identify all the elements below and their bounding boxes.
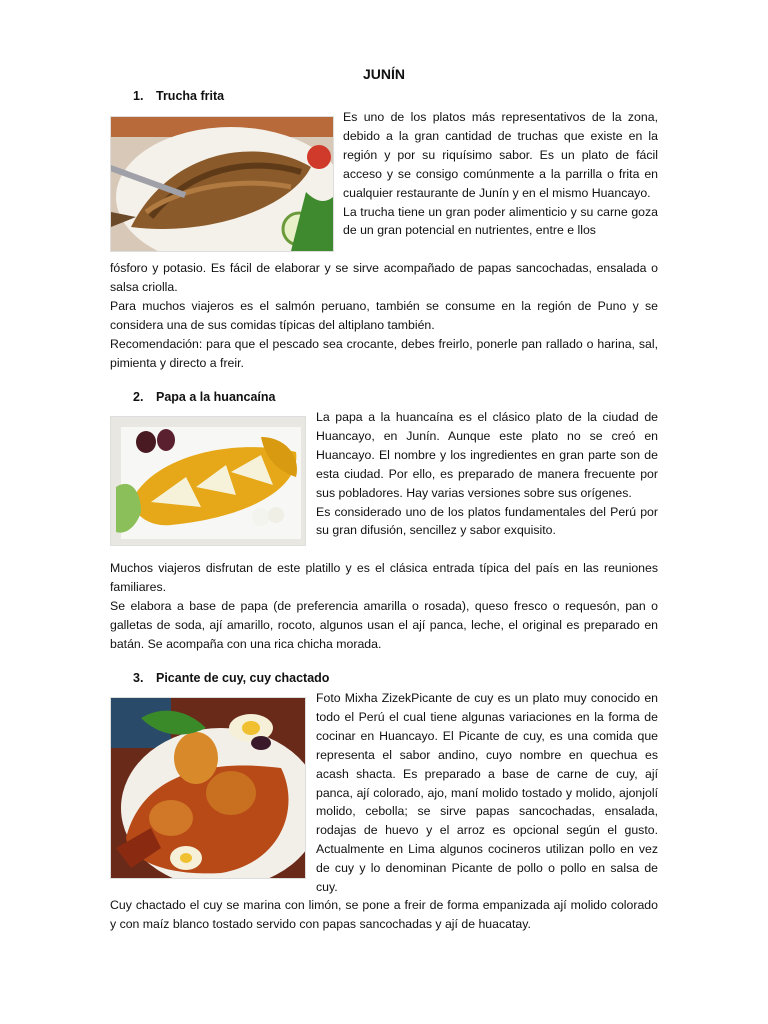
paragraph: Para muchos viajeros es el salmón peruano, también se consume en la región de Puno y se considera una de sus comidas típicas del altiplano también.: [110, 298, 658, 332]
section-number: 2.: [133, 390, 144, 404]
papa-huancaina-photo: [110, 416, 306, 546]
paragraph: Se elabora a base de papa (de preferencia amarilla o rosada), queso fresco o requesón, pan o galletas de soda, ají amarillo, rocoto, algunos usan el ají panca, leche, el original es preparado en batán. Se acompaña con una rica chicha morada.: [110, 598, 658, 651]
section-heading-trucha-frita: [133, 89, 224, 103]
paragraph: Muchos viajeros disfrutan de este platillo y es el clásica entrada típica del país en las reuniones familiares.: [110, 561, 658, 594]
section-title: Picante de cuy, cuy chactado: [156, 671, 330, 685]
section-number: 3.: [133, 671, 144, 685]
paragraph: Recomendación: para que el pescado sea crocante, debes freirlo, ponerle pan rallado o harina, sal, pimienta y directo a freir.: [110, 336, 658, 370]
paragraph: La papa a la huancaína es el clásico plato de la ciudad de Huancayo, en Junín. Aunque este plato no se creó en Huancayo. El nombre y los ingredientes en gran parte son de esta ciudad. Por ello, es preparado de manera frecuente por sus pobladores. Hay varias versiones sobre sus orígenes.: [316, 410, 658, 500]
paragraph: Es considerado uno de los platos fundamentales del Perú por su gran difusión, sencillez y sabor exquisito.: [316, 504, 658, 538]
paragraph: Foto Mixha ZizekPicante de cuy es un plato muy conocido en todo el Perú el cual tiene algunas variaciones en la forma de cocinar en Huancayo. El Picante de cuy, es una comida que representa el sabor andino, cuyo nombre en quechua es acash shacta. Es preparado a base de carne de cuy, ají panca, ají colorado, ajo, maní molido tostado y molido, ajonjolí molido, cebolla; se sirve papas sancochadas, ensalada, rodajas de huevo y el arroz es opcional según el gusto. Actualmente en Lima algunos cocineros utilizan pollo en vez de cuy y lo denominan Picante de pollo o pollo en salsa de cuy.: [316, 691, 658, 895]
page-title: JUNÍN: [362, 66, 405, 82]
section-3-full-text: [110, 896, 658, 934]
section-heading-papa-huancaina: [133, 390, 276, 404]
section-1-side-text: [343, 108, 658, 240]
paragraph: La trucha tiene un gran poder alimenticio y su carne goza de un gran potencial en nutrientes, entre e llos: [343, 204, 658, 238]
paragraph: Cuy chactado el cuy se marina con limón, se pone a freir de forma empanizada ají molido colorado y con maíz blanco tostado servido con papas sancochadas y ají de huacatay.: [110, 898, 658, 931]
section-title: Papa a la huancaína: [156, 390, 276, 404]
section-heading-picante-cuy: [133, 671, 329, 685]
section-2-side-text: [316, 408, 658, 540]
section-number: 1.: [133, 89, 144, 103]
section-2-full-text: [110, 559, 658, 654]
picante-cuy-photo: [110, 697, 306, 879]
section-title: Trucha frita: [156, 89, 225, 103]
paragraph: fósforo y potasio. Es fácil de elaborar y se sirve acompañado de papas sancochadas, ensalada o salsa criolla.: [110, 261, 658, 294]
section-1-full-text: [110, 259, 658, 372]
fried-trout-photo: [110, 116, 334, 252]
section-3-side-text: [316, 689, 658, 897]
paragraph: Es uno de los platos más representativos de la zona, debido a la gran cantidad de truchas que existe en la región y por su riquísimo sabor. Es un plato de fácil acceso y se consigo comúnmente a la parrilla o frita en cualquier restaurante de Junín y en el mismo Huancayo.: [343, 110, 658, 200]
